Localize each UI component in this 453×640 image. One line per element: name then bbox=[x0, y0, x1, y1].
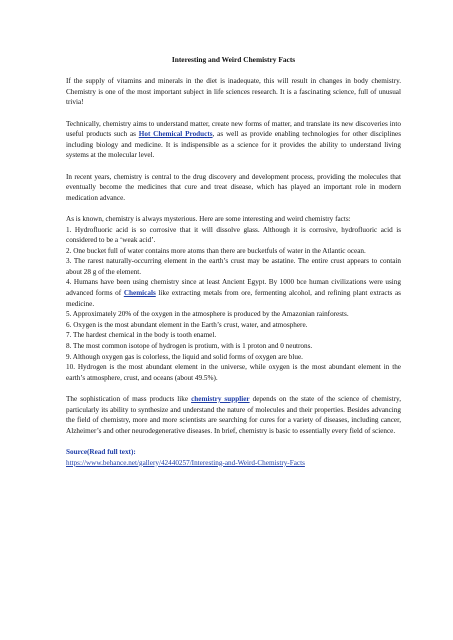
fact-item: 8. The most common isotope of hydrogen is protium, with is 1 proton and 0 neutrons. bbox=[66, 342, 313, 351]
fact-text: 4. Humans have been using chemistry since at least Ancient Egypt. By 1000 bce human civilizations were using advanced forms of bbox=[66, 278, 401, 298]
fact-item bbox=[66, 277, 401, 309]
fact-item: 6. Oxygen is the most abundant element in the Earth’s crust, water, and atmosphere. bbox=[66, 320, 308, 329]
chemicals-link[interactable]: Chemicals bbox=[123, 289, 156, 298]
paragraph-text: , as well as provide enabling technologies for other disciplines including biology and medicine. It is indispensible as a science for it provides the ability to understand living systems at the molecular level. bbox=[66, 130, 401, 160]
fact-item: 3. The rarest naturally-occurring element in the earth’s crust may be astatine. The entire crust appears to contain about 28 g of the element. bbox=[66, 257, 401, 276]
chemistry-supplier-link[interactable]: chemistry supplier bbox=[191, 395, 250, 403]
paragraph-sophistication bbox=[66, 394, 401, 436]
fact-text: like extracting metals from ore, fermenting alcohol, and refining plant extracts as medicine. bbox=[66, 289, 401, 308]
facts-list bbox=[66, 214, 401, 384]
paragraph-text: Technically, chemistry aims to understand matter, create new forms of matter, and translate its new discoveries into useful products such as bbox=[66, 119, 401, 139]
paragraph-recent-years: In recent years, chemistry is central to the drug discovery and development process, providing the molecules that eventually become the medicines that cure and treat disease, which has played an important role in modern medication advance. bbox=[66, 172, 401, 202]
fact-item: 2. One bucket full of water contains more atoms than there are bucketfuls of water in the Atlantic ocean. bbox=[66, 246, 366, 255]
hot-chemical-products-link[interactable]: Hot Chemical Products bbox=[138, 130, 213, 139]
source-url-link[interactable]: https://www.behance.net/gallery/42440257/Interesting-and-Weird-Chemistry-Facts bbox=[66, 458, 305, 467]
source-label: Source(Read full text): bbox=[66, 447, 136, 456]
fact-item: 7. The hardest chemical in the body is tooth enamel. bbox=[66, 331, 217, 340]
paragraph-text: The sophistication of mass products like bbox=[66, 395, 192, 403]
fact-item: 5. Approximately 20% of the oxygen in the atmosphere is produced by the Amazonian rainforests. bbox=[66, 310, 349, 319]
fact-item: 9. Although oxygen gas is colorless, the liquid and solid forms of oxygen are blue. bbox=[66, 352, 303, 361]
fact-item: 10. Hydrogen is the most abundant element in the universe, while oxygen is the most abundant element in the earth’s atmosphere, crust, and oceans (about 49.5%). bbox=[66, 363, 401, 382]
paragraph-text: depends on the state of the science of chemistry, particularly its ability to synthesize and understand the nature of molecules and their properties. Besides advancing the field of chemistry, more and more scientists are searching for cures for a variety of diseases, including cancer, Alzheimer’s and other neurodegenerative diseases. In brief, chemistry is basic to essentially every field of science. bbox=[66, 395, 401, 435]
paragraph-technically bbox=[66, 119, 401, 161]
fact-item: 1. Hydrofluoric acid is so corrosive that it will dissolve glass. Although it is corrosive, hydrofluoric acid is considered to be a ‘weak acid’. bbox=[66, 225, 401, 245]
facts-intro: As is known, chemistry is always mysterious. Here are some interesting and weird chemistry facts: bbox=[66, 214, 351, 223]
document-title: Interesting and Weird Chemistry Facts bbox=[171, 55, 296, 64]
paragraph-intro: If the supply of vitamins and minerals in the diet is inadequate, this will result in changes in body chemistry. Chemistry is one of the most important subject in life sciences research. It is a fascinating science, full of unusual trivia! bbox=[66, 77, 401, 107]
